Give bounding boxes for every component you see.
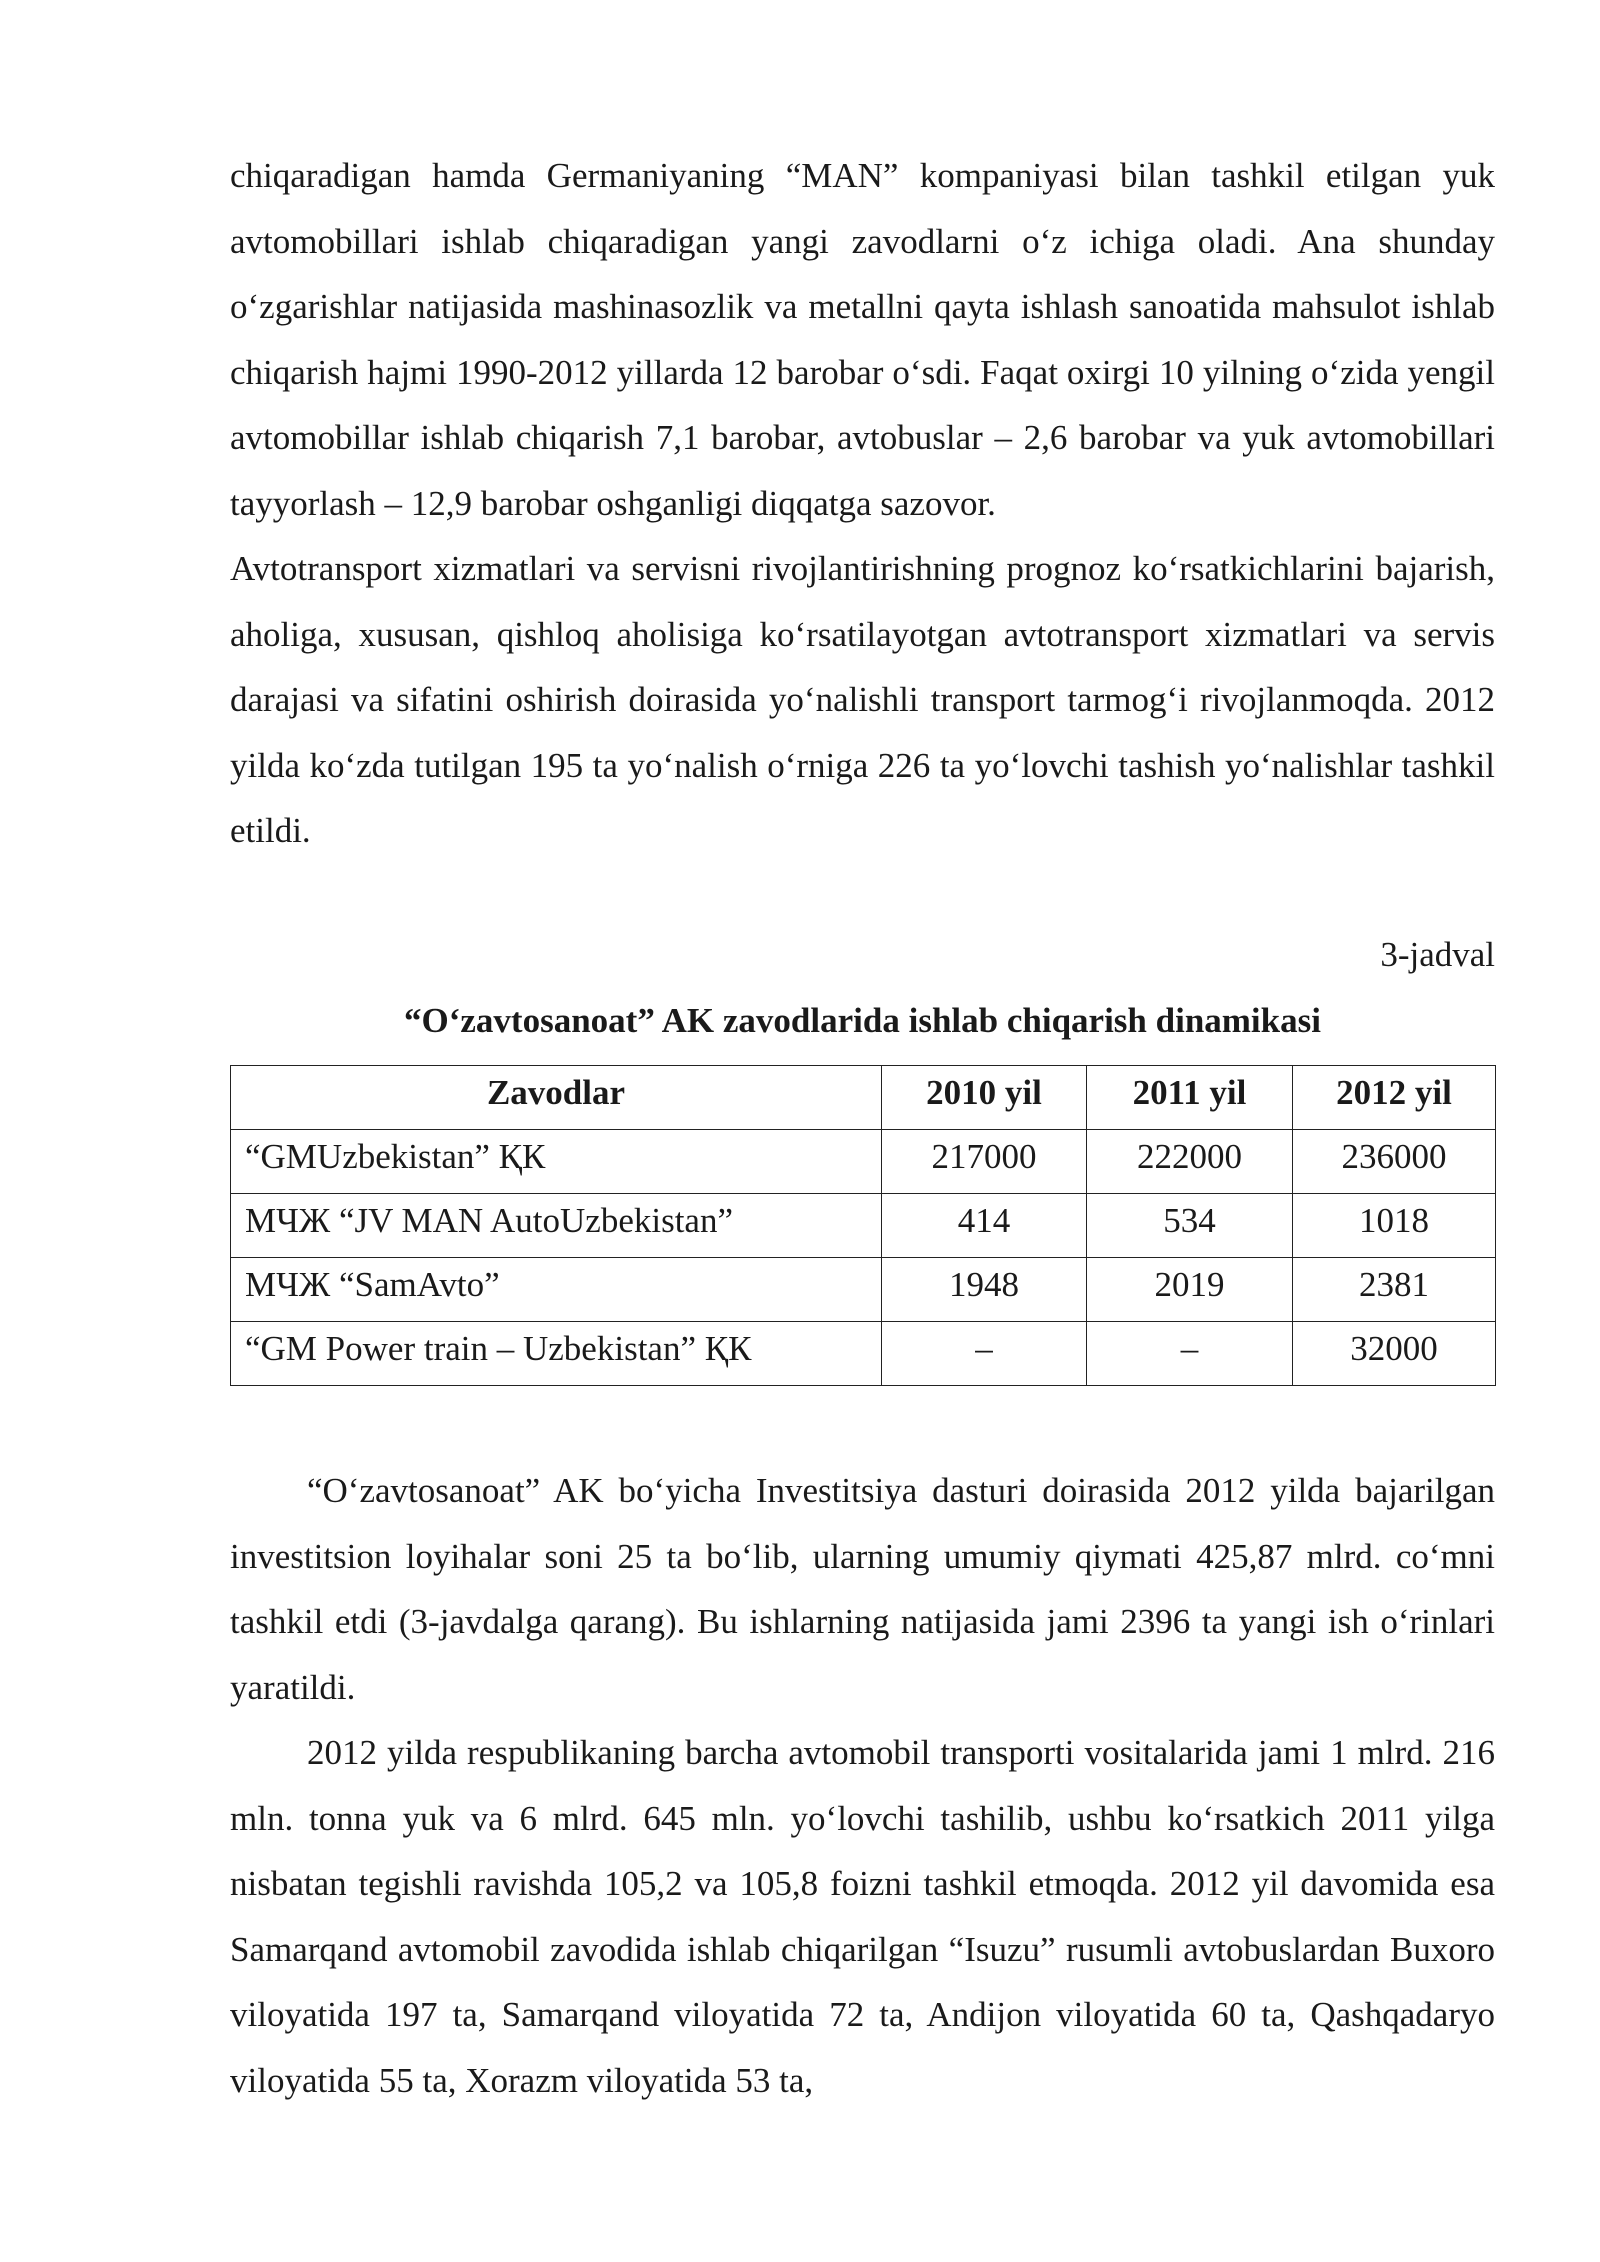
body-text-top — [230, 143, 1495, 864]
value-2011: 534 — [1087, 1194, 1293, 1258]
paragraph-3: “O‘zavtosanoat” AK bo‘yicha Investitsiya dasturi doirasida 2012 yilda bajarilgan investitsion loyihalar soni 25 ta bo‘lib, ularning umumiy qiymati 425,87 mlrd. co‘mni tashkil etdi (3-javdalga qarang). Bu ishlarning natijasida jami 2396 ta yangi ish o‘rinlari yaratildi. — [230, 1471, 1495, 1707]
header-2010: 2010 yil — [882, 1066, 1087, 1130]
plant-name: МЧЖ “JV MAN AutoUzbekistan” — [231, 1194, 882, 1258]
plant-name: МЧЖ “SamAvto” — [231, 1258, 882, 1322]
plant-name: “GMUzbekistan” ҚК — [231, 1130, 882, 1194]
value-2010: 217000 — [882, 1130, 1087, 1194]
paragraph-1: chiqaradigan hamda Germaniyaning “MAN” kompaniyasi bilan tashkil etilgan yuk avtomobillari ishlab chiqaradigan yangi zavodlarni o‘z ichiga oladi. Ana shunday o‘zgarishlar natijasida mashinasozlik va metallni qayta ishlash sanoatida mahsulot ishlab chiqarish hajmi 1990-2012 yillarda 12 barobar o‘sdi. Faqat oxirgi 10 yilning o‘zida yengil avtomobillar ishlab chiqarish 7,1 barobar, avtobuslar – 2,6 barobar va yuk avtomobillari tayyorlash – 12,9 barobar oshganligi diqqatga sazovor. — [230, 156, 1495, 523]
value-2012: 236000 — [1293, 1130, 1496, 1194]
table-header-row — [231, 1066, 1496, 1130]
paragraph-2: Avtotransport xizmatlari va servisni rivojlantirishning prognoz ko‘rsatkichlarini bajarish, aholiga, xususan, qishloq aholisiga ko‘rsatilayotgan avtotransport xizmatlari va servis darajasi va sifatini oshirish doirasida yo‘nalishli transport tarmog‘i rivojlanmoqda. 2012 yilda ko‘zda tutilgan 195 ta yo‘nalish o‘rniga 226 ta yo‘lovchi tashish yo‘nalishlar tashkil etildi. — [230, 549, 1495, 850]
header-2012: 2012 yil — [1293, 1066, 1496, 1130]
value-2012: 1018 — [1293, 1194, 1496, 1258]
header-2011: 2011 yil — [1087, 1066, 1293, 1130]
value-2011: 2019 — [1087, 1258, 1293, 1322]
table-row — [231, 1194, 1496, 1258]
header-plants: Zavodlar — [231, 1066, 882, 1130]
value-2010: – — [882, 1322, 1087, 1386]
table-title: “O‘zavtosanoat” AK zavodlarida ishlab chiqarish dinamikasi — [404, 1001, 1321, 1040]
production-table — [230, 1065, 1496, 1386]
table-number-label: 3-jadval — [1380, 935, 1495, 974]
paragraph-4: 2012 yilda respublikaning barcha avtomobil transporti vositalarida jami 1 mlrd. 216 mln. tonna yuk va 6 mlrd. 645 mln. yo‘lovchi tashilib, ushbu ko‘rsatkich 2011 yilga nisbatan tegishli ravishda 105,2 va 105,8 foizni tashkil etmoqda. 2012 yil davomida esa Samarqand avtomobil zavodida ishlab chiqarilgan “Isuzu” rusumli avtobuslardan Buxoro viloyatida 197 ta, Samarqand viloyatida 72 ta, Andijon viloyatida 60 ta, Qashqadaryo viloyatida 55 ta, Xorazm viloyatida 53 ta, — [230, 1733, 1495, 2100]
value-2010: 1948 — [882, 1258, 1087, 1322]
value-2012: 32000 — [1293, 1322, 1496, 1386]
value-2012: 2381 — [1293, 1258, 1496, 1322]
table-row — [231, 1322, 1496, 1386]
value-2010: 414 — [882, 1194, 1087, 1258]
table-row — [231, 1130, 1496, 1194]
table-row — [231, 1258, 1496, 1322]
plant-name: “GM Power train – Uzbekistan” ҚК — [231, 1322, 882, 1386]
body-text-bottom — [230, 1458, 1495, 2113]
value-2011: – — [1087, 1322, 1293, 1386]
value-2011: 222000 — [1087, 1130, 1293, 1194]
